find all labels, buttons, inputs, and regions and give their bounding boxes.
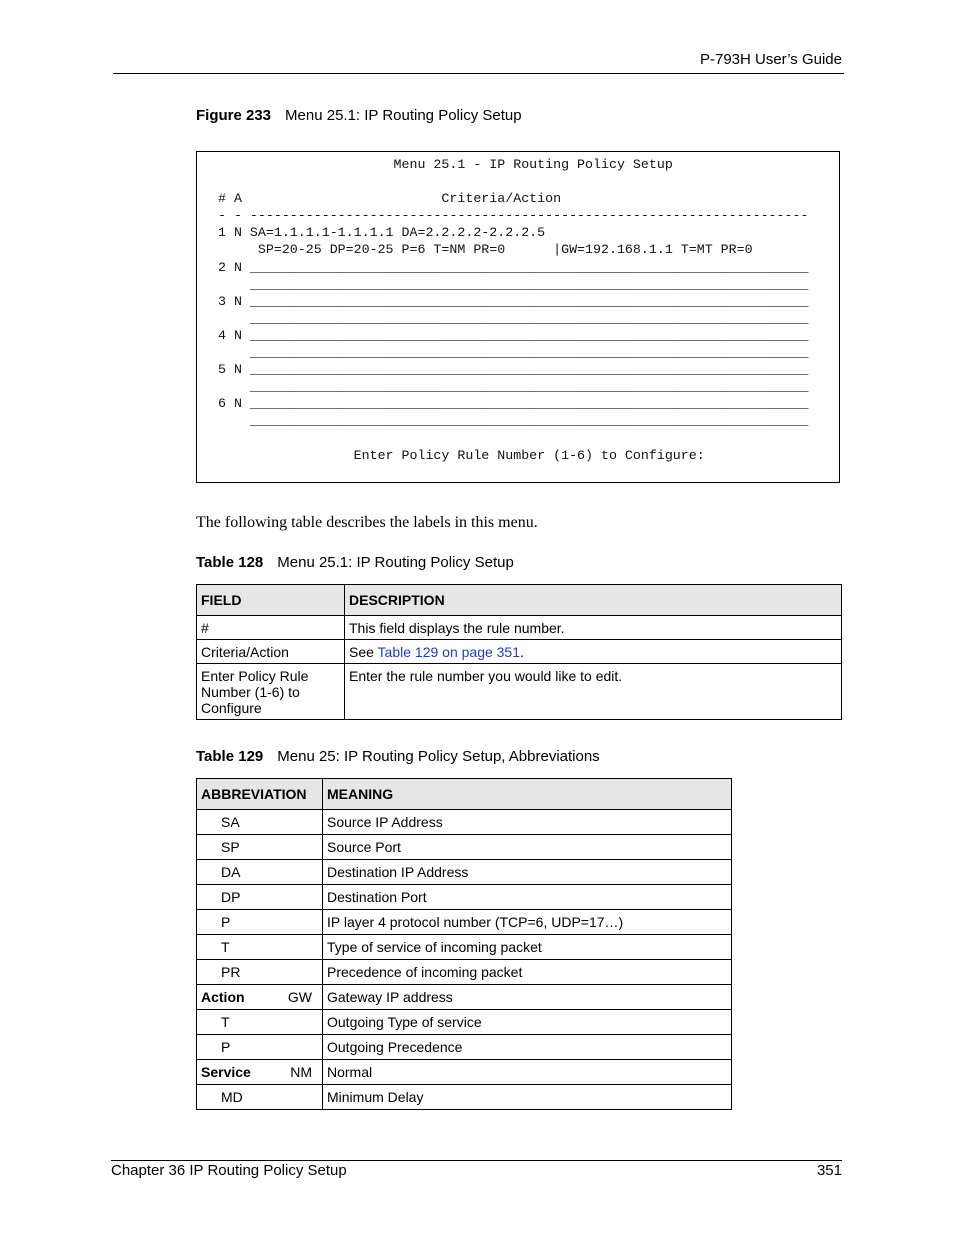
abbreviation: DP (221, 889, 241, 905)
abbreviation-cell (197, 1010, 323, 1035)
table-row (197, 935, 732, 960)
abbreviation: NM (290, 1064, 312, 1080)
table-header-row (197, 585, 842, 616)
table-row (197, 1035, 732, 1060)
abbreviation-cell (197, 885, 323, 910)
table128-label: Table 128 (196, 554, 264, 571)
abbreviation-cell (197, 835, 323, 860)
terminal-text: Menu 25.1 - IP Routing Policy Setup # A Criteria/Action - - ---------------------------------------------------------------------- 1 N SA=1.1.1.1-1.1.1.1 DA=2.2.2.2-2.2.2.5 SP=20-25 DP=20-25 P=6 T=NM PR=0 |GW=192.168.1.1 T=MT PR=0 2 N ______________________________________________________________________ ______________________________________________________________________ 3 N ______________________________________________________________________ ______________________________________________________________________ 4 N ______________________________________________________________________ ______________________________________________________________________ 5 N ______________________________________________________________________ ______________________________________________________________________ 6 N ______________________________________________________________________ ______________________________________________________________________ Enter Policy Rule Number (1-6) to Configure: (217, 157, 809, 463)
description-suffix: . (520, 644, 524, 660)
description-cell: Enter the rule number you would like to edit. (345, 664, 842, 720)
table-row (197, 835, 732, 860)
group-label-service: Service (201, 1064, 251, 1080)
meaning-cell: Source IP Address (323, 810, 732, 835)
table-row (197, 885, 732, 910)
table-129 (196, 778, 732, 1110)
abbreviation-cell (197, 960, 323, 985)
abbreviation: P (221, 1039, 231, 1055)
table-row (197, 960, 732, 985)
abbreviation: T (221, 1014, 230, 1030)
column-header-field: FIELD (197, 585, 345, 616)
table-row (197, 664, 842, 720)
abbreviation: DA (221, 864, 241, 880)
table128-caption (196, 554, 514, 571)
table-row (197, 1085, 732, 1110)
table-row (197, 810, 732, 835)
meaning-cell: Gateway IP address (323, 985, 732, 1010)
footer-page-number: 351 (816, 1162, 842, 1179)
table-row (197, 1010, 732, 1035)
meaning-cell: Precedence of incoming packet (323, 960, 732, 985)
table-row (197, 1060, 732, 1085)
meaning-cell: Minimum Delay (323, 1085, 732, 1110)
group-label-action: Action (201, 989, 245, 1005)
meaning-cell: Outgoing Precedence (323, 1035, 732, 1060)
abbreviation-cell (197, 1085, 323, 1110)
footer-chapter: Chapter 36 IP Routing Policy Setup (111, 1162, 347, 1179)
table129-caption (196, 748, 600, 765)
figure-label: Figure 233 (196, 107, 272, 124)
meaning-cell: Normal (323, 1060, 732, 1085)
intro-paragraph: The following table describes the labels in this menu. (196, 514, 538, 531)
column-header-description: DESCRIPTION (345, 585, 842, 616)
table-row (197, 616, 842, 640)
abbreviation-cell (197, 860, 323, 885)
description-cell (345, 640, 842, 664)
abbreviation: T (221, 939, 230, 955)
abbreviation-cell (197, 935, 323, 960)
field-cell: Criteria/Action (197, 640, 345, 664)
footer-rule (111, 1160, 842, 1161)
abbreviation: P (221, 914, 231, 930)
figure-title: Menu 25.1: IP Routing Policy Setup (285, 107, 522, 124)
abbreviation-cell (197, 1035, 323, 1060)
table-row (197, 910, 732, 935)
table-128 (196, 584, 842, 720)
table-row (197, 860, 732, 885)
meaning-cell: Outgoing Type of service (323, 1010, 732, 1035)
field-cell: # (197, 616, 345, 640)
description-prefix: See (349, 644, 378, 660)
abbreviation: SA (221, 814, 240, 830)
figure-caption (196, 107, 522, 124)
abbreviation: GW (287, 989, 312, 1005)
table-row (197, 985, 732, 1010)
table-129-link[interactable]: Table 129 on page 351 (377, 644, 521, 660)
header-rule (113, 73, 844, 74)
abbreviation-cell (197, 810, 323, 835)
column-header-meaning: MEANING (323, 779, 732, 810)
column-header-abbreviation: ABBREVIATION (197, 779, 323, 810)
abbreviation: MD (221, 1089, 243, 1105)
terminal-screen (196, 151, 840, 483)
meaning-cell: Source Port (323, 835, 732, 860)
abbreviation: PR (221, 964, 241, 980)
meaning-cell: IP layer 4 protocol number (TCP=6, UDP=17…) (323, 910, 732, 935)
meaning-cell: Destination Port (323, 885, 732, 910)
header-title: P-793H User’s Guide (699, 51, 842, 68)
table-row (197, 640, 842, 664)
meaning-cell: Type of service of incoming packet (323, 935, 732, 960)
meaning-cell: Destination IP Address (323, 860, 732, 885)
table-header-row (197, 779, 732, 810)
table128-title: Menu 25.1: IP Routing Policy Setup (277, 554, 514, 571)
abbreviation-cell (197, 1060, 323, 1085)
table129-label: Table 129 (196, 748, 264, 765)
abbreviation-cell (197, 985, 323, 1010)
description-cell: This field displays the rule number. (345, 616, 842, 640)
field-cell: Enter Policy Rule Number (1-6) to Configure (197, 664, 345, 720)
table129-title: Menu 25: IP Routing Policy Setup, Abbreviations (277, 748, 600, 765)
abbreviation-cell (197, 910, 323, 935)
abbreviation: SP (221, 839, 240, 855)
